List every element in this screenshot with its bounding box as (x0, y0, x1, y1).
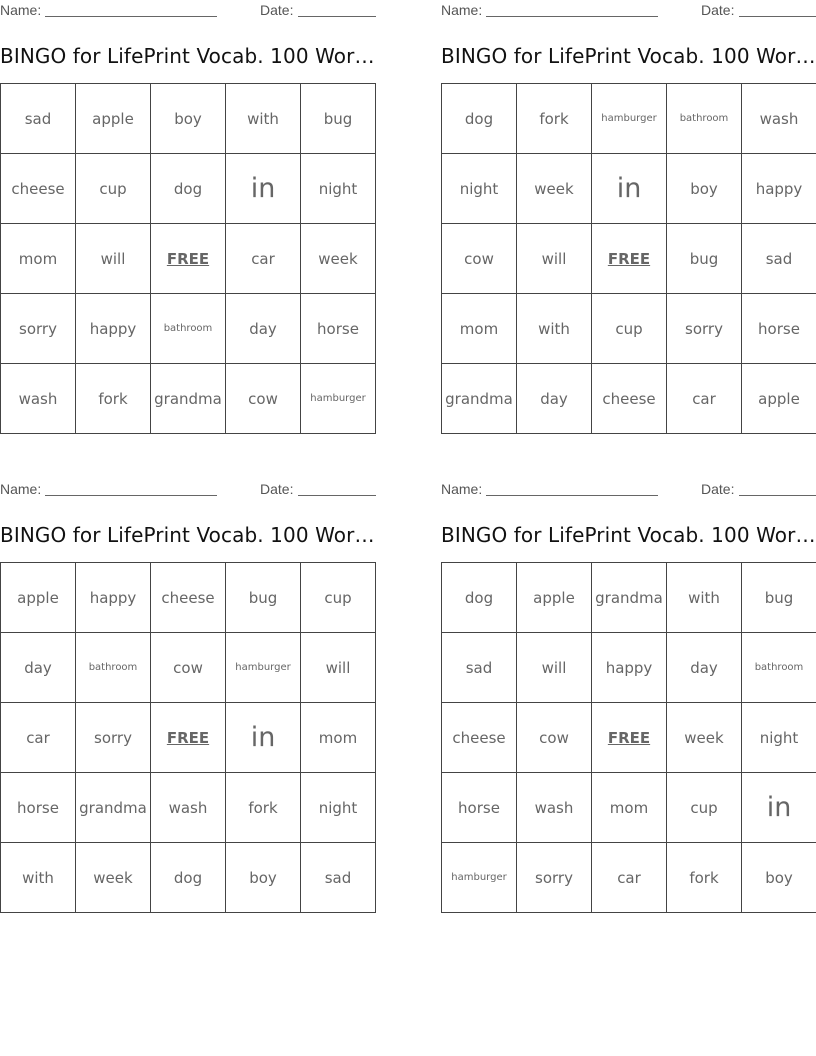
bingo-cell: fork (517, 84, 592, 154)
bingo-cell: boy (226, 843, 301, 913)
bingo-cell: sad (301, 843, 376, 913)
bingo-cell: sad (442, 633, 517, 703)
bingo-cell: hamburger (301, 364, 376, 434)
bingo-cell: with (226, 84, 301, 154)
bingo-card (441, 479, 816, 887)
bingo-cell: night (442, 154, 517, 224)
bingo-card (0, 0, 375, 408)
card-title: BINGO for LifePrint Vocab. 100 Wor… (0, 44, 375, 68)
bingo-cell: night (301, 773, 376, 843)
bingo-cell: night (742, 703, 816, 773)
date-field-line (298, 16, 376, 17)
bingo-cell: horse (742, 294, 816, 364)
bingo-cell: will (517, 224, 592, 294)
bingo-cell: cow (151, 633, 226, 703)
date-field-line (739, 16, 816, 17)
bingo-cell: hamburger (442, 843, 517, 913)
card-title: BINGO for LifePrint Vocab. 100 Wor… (441, 523, 816, 547)
bingo-grid (0, 83, 376, 434)
bingo-cell: in (226, 154, 301, 224)
bingo-cell: with (1, 843, 76, 913)
bingo-cell: apple (742, 364, 816, 434)
bingo-cell: cheese (151, 563, 226, 633)
name-label: Name: (441, 2, 483, 18)
bingo-cell: bug (301, 84, 376, 154)
bingo-cell: will (76, 224, 151, 294)
bingo-cell: cheese (592, 364, 667, 434)
bingo-cell: cheese (1, 154, 76, 224)
name-label: Name: (0, 2, 42, 18)
bingo-cell: horse (442, 773, 517, 843)
bingo-cell: week (301, 224, 376, 294)
card-header (0, 0, 375, 20)
bingo-cell: grandma (151, 364, 226, 434)
bingo-cell: cup (592, 294, 667, 364)
bingo-cell: fork (76, 364, 151, 434)
bingo-cell: with (517, 294, 592, 364)
bingo-cell: FREE (151, 224, 226, 294)
bingo-cell: dog (151, 843, 226, 913)
bingo-row (1, 224, 376, 294)
card-header (441, 479, 816, 499)
bingo-cell: boy (667, 154, 742, 224)
card-header (0, 479, 375, 499)
bingo-cell: hamburger (226, 633, 301, 703)
bingo-cell: cup (76, 154, 151, 224)
bingo-cell: in (226, 703, 301, 773)
name-label: Name: (441, 481, 483, 497)
bingo-cell: cup (301, 563, 376, 633)
bingo-cell: cup (667, 773, 742, 843)
bingo-cell: sorry (667, 294, 742, 364)
bingo-row (1, 154, 376, 224)
name-field-line (45, 495, 217, 496)
bingo-row (442, 364, 816, 434)
bingo-cell: horse (301, 294, 376, 364)
name-label: Name: (0, 481, 42, 497)
bingo-cell: sorry (76, 703, 151, 773)
bingo-cell: FREE (592, 224, 667, 294)
bingo-cell: bathroom (151, 294, 226, 364)
bingo-row (1, 633, 376, 703)
bingo-cell: sorry (517, 843, 592, 913)
bingo-cell: dog (151, 154, 226, 224)
bingo-cell: sad (1, 84, 76, 154)
bingo-row (442, 563, 816, 633)
bingo-grid (441, 83, 816, 434)
bingo-row (442, 294, 816, 364)
bingo-cell: car (667, 364, 742, 434)
bingo-cell: apple (517, 563, 592, 633)
bingo-cell: day (226, 294, 301, 364)
bingo-cell: grandma (76, 773, 151, 843)
date-field-line (298, 495, 376, 496)
bingo-cell: week (667, 703, 742, 773)
bingo-cell: mom (592, 773, 667, 843)
bingo-cell: bathroom (742, 633, 816, 703)
bingo-row (442, 773, 816, 843)
bingo-row (1, 294, 376, 364)
bingo-cell: night (301, 154, 376, 224)
bingo-cell: boy (742, 843, 816, 913)
bingo-card (0, 479, 375, 887)
bingo-row (1, 563, 376, 633)
bingo-cell: boy (151, 84, 226, 154)
bingo-cell: mom (301, 703, 376, 773)
bingo-cell: cow (442, 224, 517, 294)
bingo-cell: happy (592, 633, 667, 703)
bingo-cell: week (517, 154, 592, 224)
bingo-grid (441, 562, 816, 913)
bingo-row (1, 773, 376, 843)
bingo-row (442, 633, 816, 703)
bingo-cell: apple (76, 84, 151, 154)
card-title: BINGO for LifePrint Vocab. 100 Wor… (441, 44, 816, 68)
date-label: Date: (260, 2, 294, 18)
bingo-card (441, 0, 816, 408)
bingo-cell: hamburger (592, 84, 667, 154)
bingo-cell: car (592, 843, 667, 913)
bingo-cell: apple (1, 563, 76, 633)
bingo-cell: wash (742, 84, 816, 154)
bingo-row (442, 224, 816, 294)
bingo-cell: with (667, 563, 742, 633)
bingo-cell: horse (1, 773, 76, 843)
bingo-row (442, 154, 816, 224)
bingo-cell: wash (517, 773, 592, 843)
date-field-line (739, 495, 816, 496)
bingo-cell: week (76, 843, 151, 913)
bingo-row (1, 364, 376, 434)
bingo-cell: happy (76, 563, 151, 633)
bingo-cell: car (226, 224, 301, 294)
bingo-row (1, 84, 376, 154)
bingo-cell: will (517, 633, 592, 703)
date-label: Date: (701, 481, 735, 497)
bingo-cell: in (742, 773, 816, 843)
name-field-line (486, 495, 658, 496)
bingo-cell: bathroom (76, 633, 151, 703)
bingo-cell: mom (442, 294, 517, 364)
bingo-cell: wash (151, 773, 226, 843)
bingo-cell: FREE (592, 703, 667, 773)
bingo-cell: cheese (442, 703, 517, 773)
bingo-cell: wash (1, 364, 76, 434)
bingo-cell: happy (76, 294, 151, 364)
bingo-cell: day (1, 633, 76, 703)
bingo-cell: fork (226, 773, 301, 843)
bingo-cell: cow (226, 364, 301, 434)
bingo-cell: sorry (1, 294, 76, 364)
bingo-cell: day (667, 633, 742, 703)
bingo-cell: dog (442, 563, 517, 633)
bingo-cell: day (517, 364, 592, 434)
bingo-cell: bug (742, 563, 816, 633)
bingo-cell: bug (667, 224, 742, 294)
bingo-cell: fork (667, 843, 742, 913)
bingo-row (1, 703, 376, 773)
bingo-row (442, 843, 816, 913)
bingo-cell: grandma (592, 563, 667, 633)
bingo-cell: mom (1, 224, 76, 294)
bingo-cell: car (1, 703, 76, 773)
name-field-line (486, 16, 658, 17)
bingo-cell: sad (742, 224, 816, 294)
date-label: Date: (701, 2, 735, 18)
bingo-cell: bathroom (667, 84, 742, 154)
bingo-cell: bug (226, 563, 301, 633)
bingo-row (442, 84, 816, 154)
date-label: Date: (260, 481, 294, 497)
card-header (441, 0, 816, 20)
bingo-row (1, 843, 376, 913)
bingo-cell: grandma (442, 364, 517, 434)
name-field-line (45, 16, 217, 17)
bingo-cell: in (592, 154, 667, 224)
bingo-cell: dog (442, 84, 517, 154)
bingo-grid (0, 562, 376, 913)
bingo-cell: will (301, 633, 376, 703)
bingo-cell: happy (742, 154, 816, 224)
card-title: BINGO for LifePrint Vocab. 100 Wor… (0, 523, 375, 547)
bingo-cell: cow (517, 703, 592, 773)
bingo-row (442, 703, 816, 773)
bingo-cell: FREE (151, 703, 226, 773)
